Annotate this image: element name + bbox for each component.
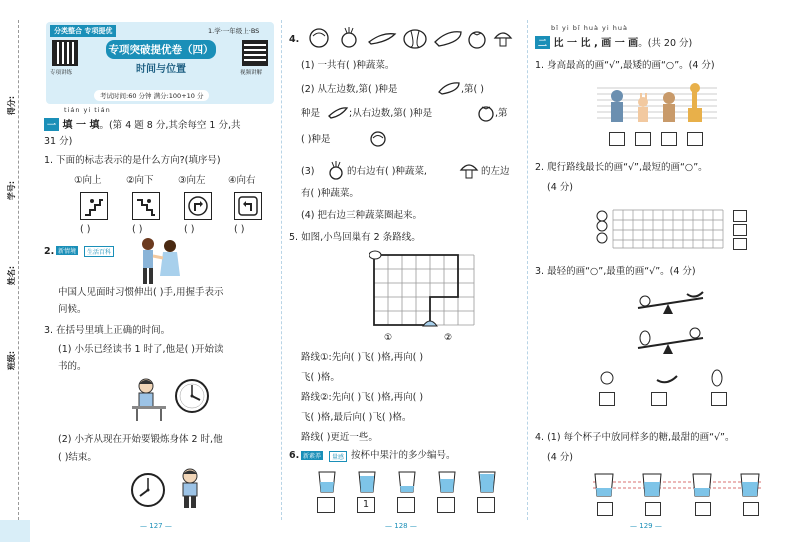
name-label: 姓名: <box>7 265 17 286</box>
answer-box-weight-3[interactable] <box>711 392 727 406</box>
paper-title: 专项突破提优卷（四） <box>106 40 216 59</box>
qr-left-label: 专项讲练 <box>50 70 73 76</box>
section1-heading <box>44 116 240 133</box>
cup-number: 1 <box>362 499 370 510</box>
eggplant-icon <box>435 32 461 46</box>
q4-3-part-b: 的右边有( )种蔬菜, <box>347 166 427 177</box>
q1-text: 1. 下面的标志表示的是什么方向?(填序号) <box>44 155 221 166</box>
cup-number-box-1[interactable] <box>317 497 335 513</box>
q2-line1: 中国人见面时习惯伸出( )手,用握手表示 <box>58 287 224 298</box>
running-boy-illustration <box>174 468 208 512</box>
answer-box-height-1[interactable] <box>609 132 625 146</box>
route-label-1: ① <box>384 333 393 342</box>
left-column: 分类整合 专项提优 1.学·一年级上·BS 专项讲练 视频讲解 专项突破提优卷（四） 时间与位置 考试时间:60 分钟 满分:100+10 分 tián yi tián 一 填 一 填。(第 4 题 8 分,其余每空 1 分,共 31 分) 1. 下面的标志表示的是什么方向?(填序号) ①向上 ②向下 ③向左 ④向右 ( ) ( ) ( ) ( ) 2. 新情境 生活百科 中国人见面时习惯伸出( )手,用握手表示 问候。 3. 在括号里填上正确的时间。 (1) 小乐已经读书 1 时了,他是( )开始读 书的。 (2) 小齐从现在开始要锻炼身体 2 时,他 ( )结束。 <box>44 20 276 530</box>
paper-subtitle: 时间与位置 <box>136 64 186 75</box>
clock-icon <box>174 378 210 418</box>
q4-4: (4) 把右边三种蔬菜圈起来。 <box>301 210 422 221</box>
stairs-down-icon <box>132 192 160 220</box>
q4-2-part-e: ,第 <box>495 108 508 119</box>
section1-title: 填 一 填 <box>62 120 100 131</box>
q5-text: 5. 如图,小鸟回巢有 2 条路线。 <box>289 232 421 243</box>
stairs-up-icon <box>80 192 108 220</box>
mushroom-icon-inline <box>459 160 479 184</box>
r-q2-line2: (4 分) <box>547 182 573 193</box>
balance-scale-icon <box>633 288 733 362</box>
tomato-icon-inline <box>477 104 495 126</box>
bear-icon <box>611 90 623 122</box>
grade-label: 1.学·一年级上·BS <box>208 27 260 35</box>
r-q1-text: 1. 身高最高的画“√”,最矮的画“○”。(4 分) <box>535 60 715 71</box>
answer-box-path-3[interactable] <box>733 238 747 250</box>
header-badge: 分类整合 专项提优 <box>50 25 116 37</box>
page-number-129: — 129 — <box>630 522 662 530</box>
right-column <box>533 20 795 520</box>
route1-line2: 飞( )格。 <box>301 372 340 383</box>
pumpkin-icon <box>404 30 426 48</box>
q4-2-part-a: (2) 从左边数,第( )种是 <box>301 84 398 95</box>
route-grid <box>369 250 479 346</box>
route1-line1: 路线①:先向( )飞( )格,再向( ) <box>301 352 424 363</box>
snail-icon <box>597 211 607 243</box>
section1-desc2: 31 分) <box>44 136 73 147</box>
juice-cup-icon <box>319 472 335 492</box>
q4-2-part-d: ;从右边数,第( )种是 <box>349 108 433 119</box>
sugar-cups <box>593 472 763 502</box>
pepper-icon <box>369 34 395 44</box>
pineapple-icon <box>640 331 650 345</box>
juice-cups <box>317 470 517 498</box>
middle-column <box>287 20 523 520</box>
page-number-128: — 128 — <box>385 522 417 530</box>
answer-box-sweet-2[interactable] <box>645 502 661 516</box>
route2-line2: 飞( )格,最后向( )飞( )格。 <box>301 412 412 423</box>
water-cup-icon <box>595 474 613 496</box>
section2-title: 比 一 比 , 画 一 画 <box>553 38 639 49</box>
q4-2-part-f: ( )种是 <box>301 134 331 145</box>
student-id-label: 学号: <box>7 180 17 201</box>
q4-3-part-d: 有( )种蔬菜。 <box>301 188 359 199</box>
answer-box-path-2[interactable] <box>733 224 747 236</box>
answer-box-height-4[interactable] <box>687 132 703 146</box>
q4-3-part-c: 的左边 <box>481 166 510 177</box>
section2-pinyin: bǐ yi bǐ huà yi huà <box>551 24 628 32</box>
q2-tag-life: 生活百科 <box>84 246 114 257</box>
answer-box-sweet-4[interactable] <box>743 502 759 516</box>
cup-number-box-3[interactable] <box>397 497 415 513</box>
qr-left <box>52 40 78 66</box>
section2-score: 。(共 20 分) <box>638 38 693 49</box>
section1-marker: 一 <box>44 118 59 131</box>
score-label: 得分: <box>7 95 17 116</box>
route-label-2: ② <box>444 333 453 342</box>
radish-icon-inline <box>327 160 345 184</box>
q6-tag-measure: 量感 <box>329 451 347 462</box>
crawl-path-grid <box>593 208 733 254</box>
cabbage-icon-inline <box>369 130 387 152</box>
animals-height-illustration <box>597 82 717 128</box>
q2-line2: 问候。 <box>58 304 87 315</box>
cup-number-box-4[interactable] <box>437 497 455 513</box>
giraffe-icon <box>688 83 702 122</box>
q2-tag-new-context: 新情境 <box>58 248 77 255</box>
monkey-icon <box>663 92 675 122</box>
answer-box-weight-1[interactable] <box>599 392 615 406</box>
clock-icon-2 <box>130 472 166 512</box>
turn-right-icon <box>184 192 212 220</box>
q4-1: (1) 一共有( )种蔬菜。 <box>301 60 395 71</box>
apple-icon <box>640 296 650 306</box>
q4-2-part-b: ,第( ) <box>461 84 484 95</box>
answer-box-path-1[interactable] <box>733 210 747 222</box>
binding-strip <box>0 0 40 542</box>
qr-right <box>242 40 268 66</box>
vegetables-row <box>307 26 517 50</box>
answer-box-weight-2[interactable] <box>651 392 667 406</box>
answer-box-sweet-1[interactable] <box>597 502 613 516</box>
qr-right-label: 视频讲解 <box>240 70 263 76</box>
section2-heading <box>535 34 692 51</box>
q1-option-2: ②向下 <box>126 175 154 186</box>
mushroom-icon <box>495 33 511 46</box>
section1-desc: 。(第 4 题 8 分,其余每空 1 分,共 <box>99 120 241 131</box>
route-compare: 路线( )更近一些。 <box>301 432 378 443</box>
cup-number-box-2[interactable] <box>357 497 375 513</box>
q6-text: 按杯中果汁的多少编号。 <box>351 450 456 461</box>
r-q4-line1: 4. (1) 每个杯子中放同样多的糖,最甜的画“√”。 <box>535 432 735 443</box>
q3-2-line2: ( )结束。 <box>58 452 97 463</box>
q3-1-line2: 书的。 <box>58 361 87 372</box>
pepper-icon-inline <box>327 104 349 124</box>
banana-icon <box>687 292 703 297</box>
q3-2-line1: (2) 小齐从现在开始要锻炼身体 2 时,他 <box>58 434 223 445</box>
header-card <box>46 22 274 104</box>
radish-icon <box>342 27 356 47</box>
exam-info: 考试时间:60 分钟 满分:100+10 分 <box>94 90 209 101</box>
r-q3-text: 3. 最轻的画“○”,最重的画“√”。(4 分) <box>535 266 696 277</box>
q6-number: 6. <box>289 450 300 461</box>
turn-left-icon <box>234 192 262 220</box>
section2-marker: 二 <box>535 36 550 49</box>
r-q4-line2: (4 分) <box>547 452 573 463</box>
q4-2-part-c: 种是 <box>301 108 321 119</box>
section1-pinyin: tián yi tián <box>64 106 111 114</box>
rabbit-icon <box>638 93 648 122</box>
handshake-illustration <box>134 236 184 288</box>
q4-3-part-a: (3) <box>301 166 315 177</box>
eggplant-icon-inline <box>437 80 461 100</box>
route2-line1: 路线②:先向( )飞( )格,再向( ) <box>301 392 424 403</box>
reading-boy-illustration <box>130 376 170 422</box>
answer-box-height-2[interactable] <box>635 132 651 146</box>
tomato-icon <box>469 32 485 48</box>
q3-1-line1: (1) 小乐已经读书 1 时了,他是( )开始读 <box>58 344 224 355</box>
q3-text: 3. 在括号里填上正确的时间。 <box>44 325 171 336</box>
answer-box-sweet-3[interactable] <box>695 502 711 516</box>
answer-box-height-3[interactable] <box>661 132 677 146</box>
q6-tag-new: 新素养 <box>303 453 322 460</box>
q2-number: 2. <box>44 246 55 257</box>
page-number-127: — 127 — <box>140 522 172 530</box>
r-q2-line1: 2. 爬行路线最长的画“√”,最短的画“○”。 <box>535 162 708 173</box>
q1-option-4: ④向右 <box>228 175 256 186</box>
fruit-row <box>597 368 757 392</box>
q4-number: 4. <box>289 34 300 45</box>
cabbage-icon <box>310 29 328 47</box>
q1-option-3: ③向左 <box>178 175 206 186</box>
q1-option-1: ①向上 <box>74 175 102 186</box>
class-label: 班级: <box>7 350 17 371</box>
cup-number-box-5[interactable] <box>477 497 495 513</box>
